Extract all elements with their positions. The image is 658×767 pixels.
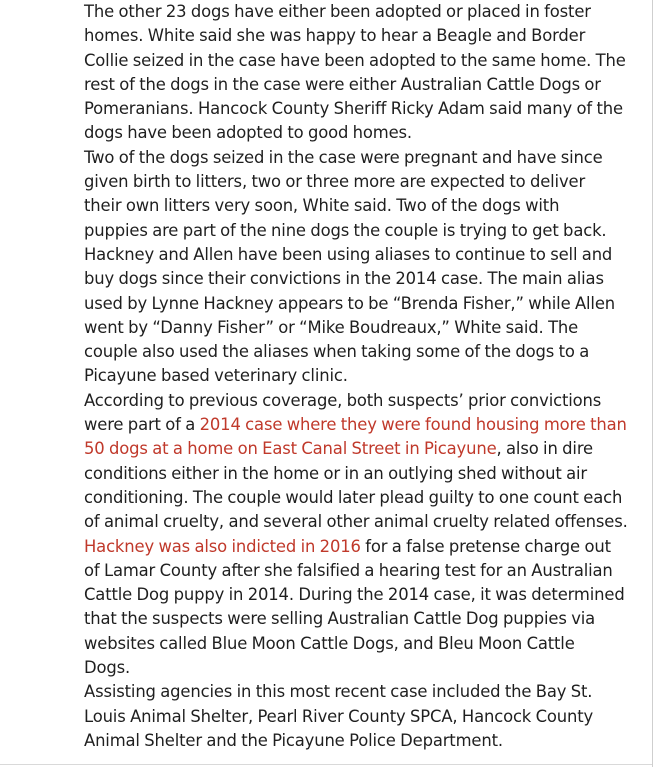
text-line — [84, 437, 640, 461]
paragraph-assisting-agencies — [84, 680, 640, 753]
link-2014-case-continued[interactable]: 50 dogs at a home on East Canal Street in Picayune — [84, 439, 497, 459]
paragraph-adopted-dogs — [84, 0, 640, 146]
text-line: Louis Animal Shelter, Pearl River County SPCA, Hancock County — [84, 706, 594, 726]
content-border-bottom — [0, 764, 652, 765]
text-line: puppies are part of the nine dogs the couple is trying to get back. — [84, 220, 607, 240]
link-2014-case[interactable]: 2014 case where they were found housing more than — [199, 415, 627, 435]
text-line: Cattle Dog puppy in 2014. During the 2014 case, it was determined — [84, 585, 625, 605]
text-line: websites called Blue Moon Cattle Dogs, and Bleu Moon Cattle — [84, 633, 575, 653]
text-line: Assisting agencies in this most recent case included the Bay St. — [84, 682, 593, 702]
text-line: Two of the dogs seized in the case were pregnant and have since — [84, 147, 603, 167]
text-line — [84, 535, 640, 559]
text-line: Pomeranians. Hancock County Sheriff Ricky Adam said many of the — [84, 99, 623, 119]
text-fragment: were part of a — [84, 415, 200, 435]
text-fragment: , also in dire — [496, 439, 593, 459]
text-line: conditioning. The couple would later plead guilty to one count each — [84, 487, 623, 507]
text-line: The other 23 dogs have either been adopted or placed in foster — [84, 2, 591, 21]
text-line: rest of the dogs in the case were either Australian Cattle Dogs or — [84, 74, 601, 94]
text-line: used by Lynne Hackney appears to be “Brenda Fisher,” while Allen — [84, 293, 616, 313]
text-line: their own litters very soon, White said. Two of the dogs with — [84, 196, 560, 216]
text-line: homes. White said she was happy to hear a Beagle and Border — [84, 26, 586, 46]
text-line: Hackney and Allen have been using aliases to continue to sell and — [84, 244, 613, 264]
paragraph-prior-convictions — [84, 389, 640, 535]
text-line: that the suspects were selling Australian Cattle Dog puppies via — [84, 609, 596, 629]
text-line: of animal cruelty, and several other animal cruelty related offenses. — [84, 512, 628, 532]
text-line: given birth to litters, two or three more are expected to deliver — [84, 172, 586, 192]
text-line: According to previous coverage, both suspects’ prior convictions — [84, 390, 602, 410]
text-line — [84, 413, 640, 437]
paragraph-pregnant-dogs — [84, 146, 640, 243]
article-body — [84, 0, 640, 753]
paragraph-indictment — [84, 535, 640, 681]
paragraph-aliases — [84, 243, 640, 389]
text-fragment: for a false pretense charge out — [360, 536, 611, 556]
link-indicted-2016[interactable]: Hackney was also indicted in 2016 — [84, 536, 361, 556]
text-line: of Lamar County after she falsified a hearing test for an Australian — [84, 560, 613, 580]
text-line: conditions either in the home or in an outlying shed without air — [84, 463, 587, 483]
text-line: dogs have been adopted to good homes. — [84, 123, 412, 143]
text-line: Dogs. — [84, 658, 131, 678]
text-line: Collie seized in the case have been adopted to the same home. The — [84, 50, 626, 70]
text-line: couple also used the aliases when taking some of the dogs to a — [84, 342, 590, 362]
content-border-right — [652, 0, 653, 767]
text-line: buy dogs since their convictions in the 2014 case. The main alias — [84, 269, 604, 289]
text-line: went by “Danny Fisher” or “Mike Boudreaux,” White said. The — [84, 317, 579, 337]
text-line: Animal Shelter and the Picayune Police Department. — [84, 730, 503, 750]
text-line: Picayune based veterinary clinic. — [84, 366, 348, 386]
